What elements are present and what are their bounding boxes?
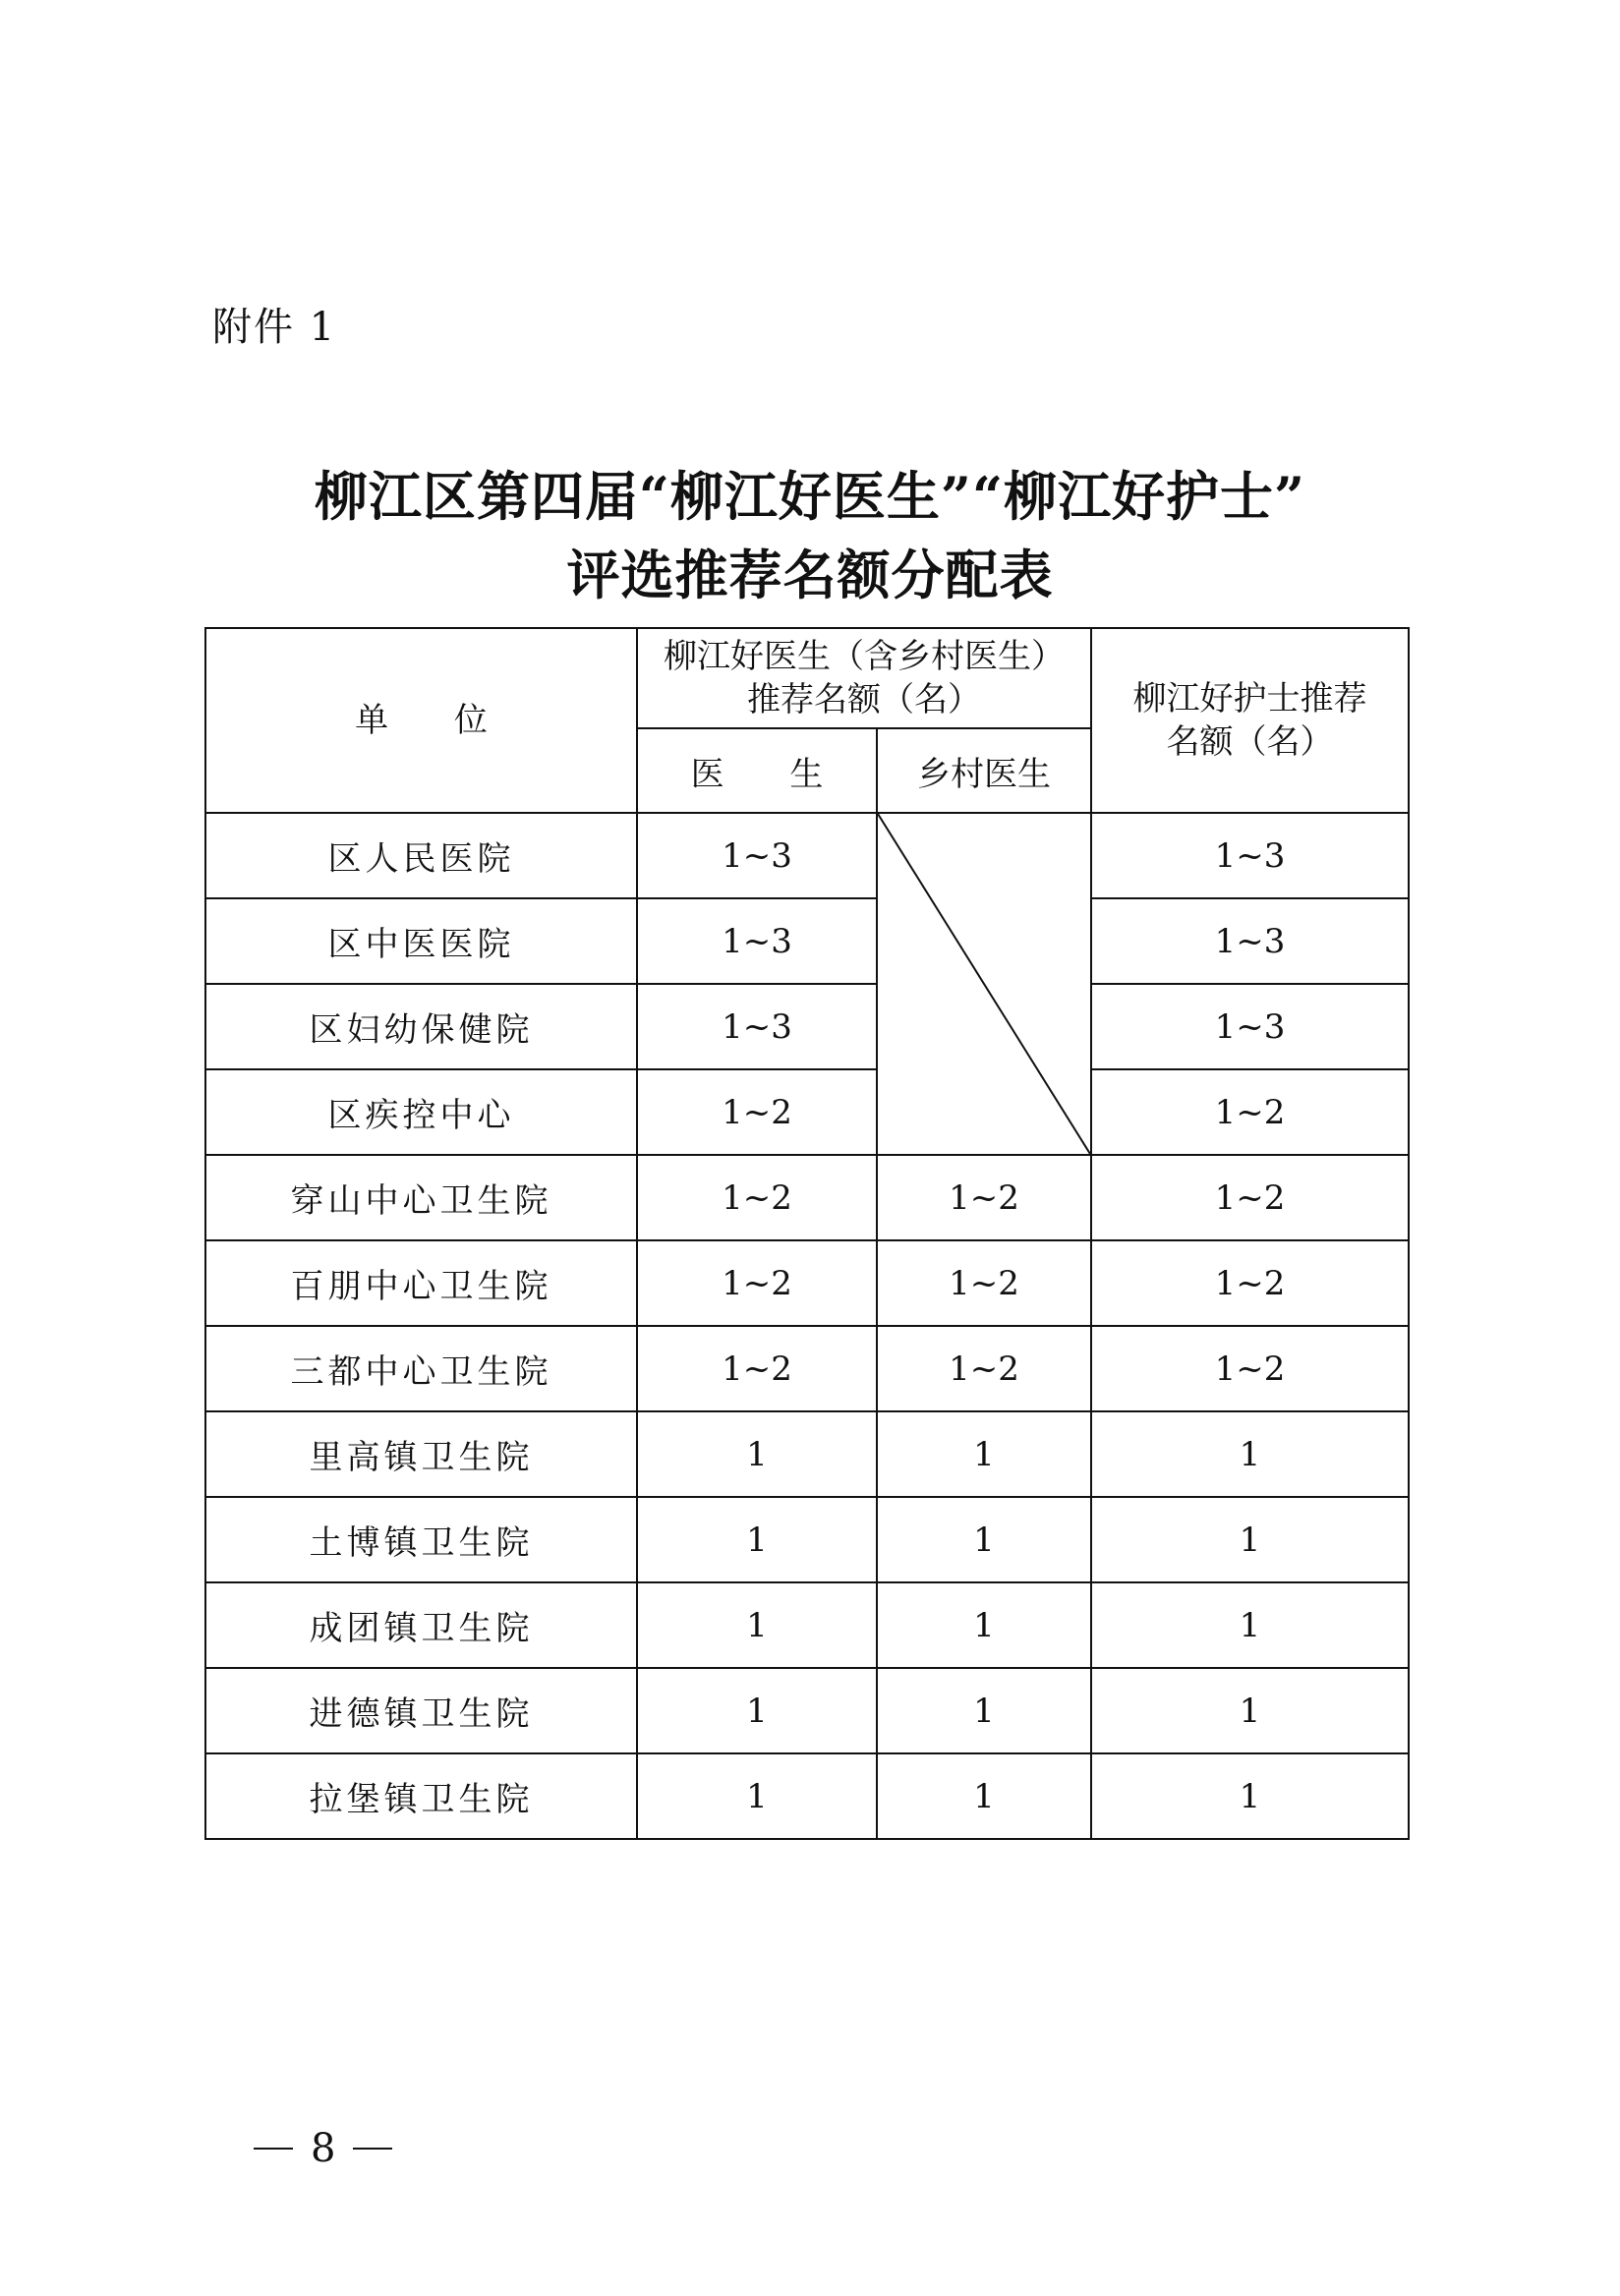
unit-cell: 百朋中心卫生院 <box>205 1240 637 1326</box>
unit-cell: 穿山中心卫生院 <box>205 1155 637 1240</box>
header-doctor-group-line-1: 柳江好医生（含乡村医生） <box>664 637 1065 676</box>
doctor-quota-cell: 1 <box>637 1497 877 1582</box>
unit-cell: 拉堡镇卫生院 <box>205 1753 637 1839</box>
nurse-quota-cell: 1~2 <box>1091 1069 1409 1155</box>
page-footer <box>236 2121 410 2176</box>
village-doctor-quota-cell: 1 <box>877 1582 1091 1668</box>
nurse-quota-cell: 1 <box>1091 1668 1409 1753</box>
nurse-quota-cell: 1~3 <box>1091 813 1409 898</box>
village-doctor-quota-cell: 1 <box>877 1668 1091 1753</box>
table-row <box>205 898 1409 984</box>
attachment-label: 附件 1 <box>212 305 337 350</box>
table-row <box>205 1069 1409 1155</box>
table-header-row <box>205 628 1409 728</box>
doctor-quota-cell: 1~2 <box>637 1155 877 1240</box>
table-row <box>205 1668 1409 1753</box>
header-unit-label: 单 位 <box>355 701 515 740</box>
table-row <box>205 1582 1409 1668</box>
nurse-quota-cell: 1 <box>1091 1497 1409 1582</box>
header-village-doctor: 乡村医生 <box>877 728 1091 813</box>
doctor-quota-cell: 1~3 <box>637 813 877 898</box>
header-doctor <box>637 728 877 813</box>
document-title-line-2: 评选推荐名额分配表 <box>566 544 1054 606</box>
doctor-quota-cell: 1 <box>637 1411 877 1497</box>
nurse-quota-cell: 1~2 <box>1091 1240 1409 1326</box>
header-nurse <box>1091 628 1409 813</box>
doctor-quota-cell: 1~2 <box>637 1240 877 1326</box>
table-row <box>205 813 1409 898</box>
table-row <box>205 1753 1409 1839</box>
nurse-quota-cell: 1~3 <box>1091 898 1409 984</box>
table-row <box>205 1326 1409 1411</box>
not-applicable-cell <box>877 813 1091 1155</box>
unit-cell: 区中医医院 <box>205 898 637 984</box>
diagonal-slash <box>878 814 1090 1154</box>
unit-cell: 区人民医院 <box>205 813 637 898</box>
unit-cell: 区妇幼保健院 <box>205 984 637 1069</box>
nurse-quota-cell: 1 <box>1091 1753 1409 1839</box>
header-unit <box>205 628 637 813</box>
header-nurse-line-1: 柳江好护士推荐 <box>1132 679 1367 718</box>
nurse-quota-cell: 1~2 <box>1091 1155 1409 1240</box>
page-dash-left <box>254 2148 293 2150</box>
doctor-quota-cell: 1~2 <box>637 1069 877 1155</box>
header-nurse-line-2: 名额（名） <box>1166 722 1334 762</box>
unit-cell: 里高镇卫生院 <box>205 1411 637 1497</box>
village-doctor-quota-cell: 1 <box>877 1753 1091 1839</box>
doctor-quota-cell: 1 <box>637 1753 877 1839</box>
table-row <box>205 1240 1409 1326</box>
unit-cell: 三都中心卫生院 <box>205 1326 637 1411</box>
nurse-quota-cell: 1~3 <box>1091 984 1409 1069</box>
table-row <box>205 1155 1409 1240</box>
doctor-quota-cell: 1~2 <box>637 1326 877 1411</box>
table-row <box>205 1497 1409 1582</box>
nurse-quota-cell: 1 <box>1091 1582 1409 1668</box>
page-number: 8 <box>311 2126 336 2171</box>
village-doctor-quota-cell: 1~2 <box>877 1155 1091 1240</box>
doctor-quota-cell: 1 <box>637 1668 877 1753</box>
unit-cell: 区疾控中心 <box>205 1069 637 1155</box>
table-row <box>205 1411 1409 1497</box>
header-doctor-group-line-2: 推荐名额（名） <box>747 680 981 719</box>
village-doctor-quota-cell: 1~2 <box>877 1240 1091 1326</box>
village-doctor-quota-cell: 1~2 <box>877 1326 1091 1411</box>
unit-cell: 土博镇卫生院 <box>205 1497 637 1582</box>
document-title-line-1: 柳江区第四届“柳江好医生”“柳江好护士” <box>314 465 1306 528</box>
doctor-quota-cell: 1~3 <box>637 984 877 1069</box>
village-doctor-quota-cell: 1 <box>877 1497 1091 1582</box>
doctor-quota-cell: 1 <box>637 1582 877 1668</box>
nurse-quota-cell: 1 <box>1091 1411 1409 1497</box>
village-doctor-quota-cell: 1 <box>877 1411 1091 1497</box>
doctor-quota-cell: 1~3 <box>637 898 877 984</box>
unit-cell: 成团镇卫生院 <box>205 1582 637 1668</box>
unit-cell: 进德镇卫生院 <box>205 1668 637 1753</box>
header-doctor-group <box>637 628 1091 728</box>
nurse-quota-cell: 1~2 <box>1091 1326 1409 1411</box>
header-doctor-label: 医 生 <box>690 754 851 794</box>
table-row <box>205 984 1409 1069</box>
page-dash-right <box>353 2148 392 2150</box>
quota-allocation-table <box>204 627 1410 1840</box>
